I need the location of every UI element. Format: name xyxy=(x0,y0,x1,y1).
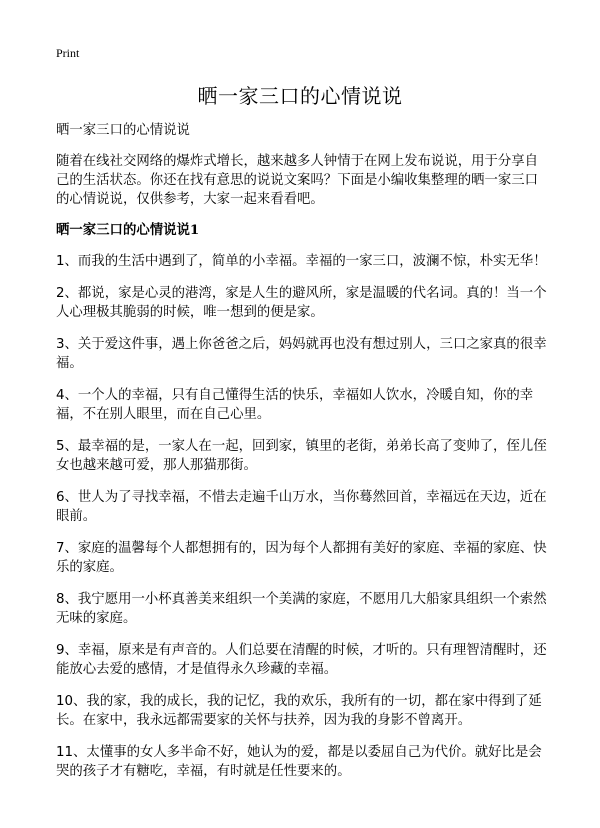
subtitle: 晒一家三口的心情说说 xyxy=(56,123,190,138)
list-item: 4、一个人的幸福，只有自己懂得生活的快乐，幸福如人饮水，冷暖自知，你的幸福，不在别人眼里，而在自己心里。 xyxy=(56,388,534,422)
print-link[interactable]: Print xyxy=(56,46,80,60)
list-item: 7、家庭的温馨每个人都想拥有的，因为每个人都拥有美好的家庭、幸福的家庭、快乐的家庭。 xyxy=(56,541,547,575)
list-item: 2、都说，家是心灵的港湾，家是人生的避风所，家是温暖的代名词。真的！当一个人心理极其脆弱的时候，唯一想到的便是家。 xyxy=(56,286,547,320)
intro-paragraph: 随着在线社交网络的爆炸式增长，越来越多人钟情于在网上发布说说，用于分享自己的生活状态。你还在找有意思的说说文案吗？下面是小编收集整理的晒一家三口的心情说说，仅供参考，大家一起来看看吧。 xyxy=(56,154,539,207)
list-item: 1、而我的生活中遇到了，简单的小幸福。幸福的一家三口，波澜不惊，朴实无华！ xyxy=(56,254,547,269)
list-item: 8、我宁愿用一小杯真善美来组织一个美满的家庭，不愿用几大船家具组织一个索然无味的家庭。 xyxy=(56,592,547,626)
list-item: 3、关于爱这件事，遇上你爸爸之后，妈妈就再也没有想过别人，三口之家真的很幸福。 xyxy=(56,337,547,371)
list-item: 5、最幸福的是，一家人在一起，回到家，镇里的老街，弟弟长高了变帅了，侄儿侄女也越来越可爱，那人那猫那街。 xyxy=(56,439,547,473)
list-item: 9、幸福，原来是有声音的。人们总要在清醒的时候，才听的。只有理智清醒时，还能放心去爱的感情，才是值得永久珍藏的幸福。 xyxy=(56,643,547,677)
list-item: 11、太懂事的女人多半命不好，她认为的爱，都是以委屈自己为代价。就好比是会哭的孩子才有糖吃，幸福，有时就是任性要来的。 xyxy=(56,745,542,779)
document-body xyxy=(56,121,548,794)
list-item: 10、我的家，我的成长，我的记忆，我的欢乐，我所有的一切，都在家中得到了延长。在家中，我永远都需要家的关怀与扶养，因为我的身影不曾离开。 xyxy=(56,694,542,728)
section-heading: 晒一家三口的心情说说1 xyxy=(56,222,200,238)
page-title: 晒一家三口的心情说说 xyxy=(197,84,403,108)
list-item: 6、世人为了寻找幸福，不惜去走遍千山万水，当你蓦然回首，幸福远在天边，近在眼前。 xyxy=(56,490,547,524)
